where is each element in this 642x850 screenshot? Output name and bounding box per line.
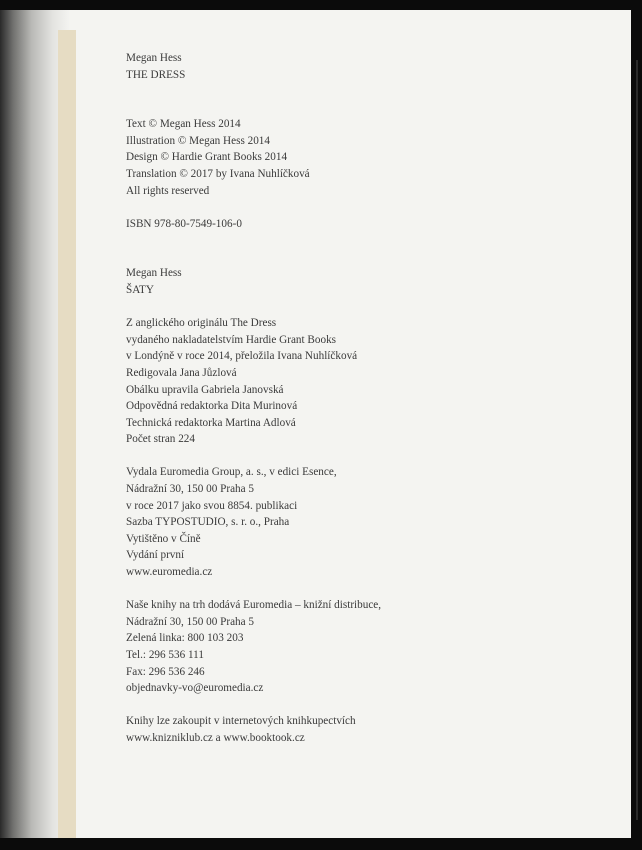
original-title: THE DRESS — [126, 68, 186, 81]
copyright-illustration: Illustration © Megan Hess 2014 — [126, 134, 270, 147]
copyright-design: Design © Hardie Grant Books 2014 — [126, 151, 288, 164]
isbn-block — [126, 216, 606, 233]
order-email: objednavky-vo@euromedia.cz — [126, 682, 264, 695]
edition-line: vydaného nakladatelstvím Hardie Grant Books — [126, 333, 337, 346]
publisher-website: www.euromedia.cz — [126, 566, 213, 579]
scan-right-edge — [631, 0, 642, 850]
copyright-translation: Translation © 2017 by Ivana Nuhlíčková — [126, 167, 310, 180]
original-credits-block — [126, 50, 606, 83]
printed-in: Vytištěno v Číně — [126, 532, 201, 545]
copyright-text: Text © Megan Hess 2014 — [126, 118, 241, 131]
publisher-address: Nádražní 30, 150 00 Praha 5 — [126, 483, 255, 496]
edition-number: Vydání první — [126, 549, 185, 562]
publisher-line: v roce 2017 jako svou 8854. publikaci — [126, 499, 298, 512]
edition-line: v Londýně v roce 2014, přeložila Ivana Nuhlíčková — [126, 350, 358, 363]
copyright-block — [126, 116, 606, 199]
book-page — [0, 10, 631, 838]
spine-stripe — [58, 30, 76, 838]
online-shops-urls: www.knizniklub.cz a www.booktook.cz — [126, 731, 305, 744]
green-line: Zelená linka: 800 103 203 — [126, 632, 244, 645]
distribution-block — [126, 597, 606, 697]
phone: Tel.: 296 536 111 — [126, 649, 204, 661]
edition-line: Odpovědná redaktorka Dita Murinová — [126, 400, 298, 413]
page-edge-line — [636, 60, 638, 820]
fax: Fax: 296 536 246 — [126, 665, 205, 678]
edition-line: Technická redaktorka Martina Adlová — [126, 416, 296, 429]
edition-credits-block — [126, 315, 606, 448]
czech-author: Megan Hess — [126, 267, 182, 280]
czech-title: ŠATY — [126, 283, 154, 296]
publisher-block — [126, 464, 606, 580]
online-shops-block — [126, 713, 606, 746]
online-shops-line: Knihy lze zakoupit v internetových knihkupectvích — [126, 715, 356, 728]
original-author: Megan Hess — [126, 52, 182, 64]
edition-line: Obálku upravila Gabriela Janovská — [126, 383, 284, 396]
isbn: ISBN 978-80-7549-106-0 — [126, 217, 242, 230]
publisher-line: Vydala Euromedia Group, a. s., v edici Esence, — [126, 466, 337, 479]
imprint-text — [126, 50, 606, 763]
edition-line: Z anglického originálu The Dress — [126, 317, 277, 330]
typesetting: Sazba TYPOSTUDIO, s. r. o., Praha — [126, 516, 290, 529]
distribution-line: Naše knihy na trh dodává Euromedia – knižní distribuce, — [126, 599, 382, 612]
rights-reserved: All rights reserved — [126, 184, 210, 197]
czech-title-block — [126, 265, 606, 298]
distribution-address: Nádražní 30, 150 00 Praha 5 — [126, 615, 255, 628]
edition-line: Redigovala Jana Jůzlová — [126, 366, 237, 379]
page-count: Počet stran 224 — [126, 433, 195, 446]
